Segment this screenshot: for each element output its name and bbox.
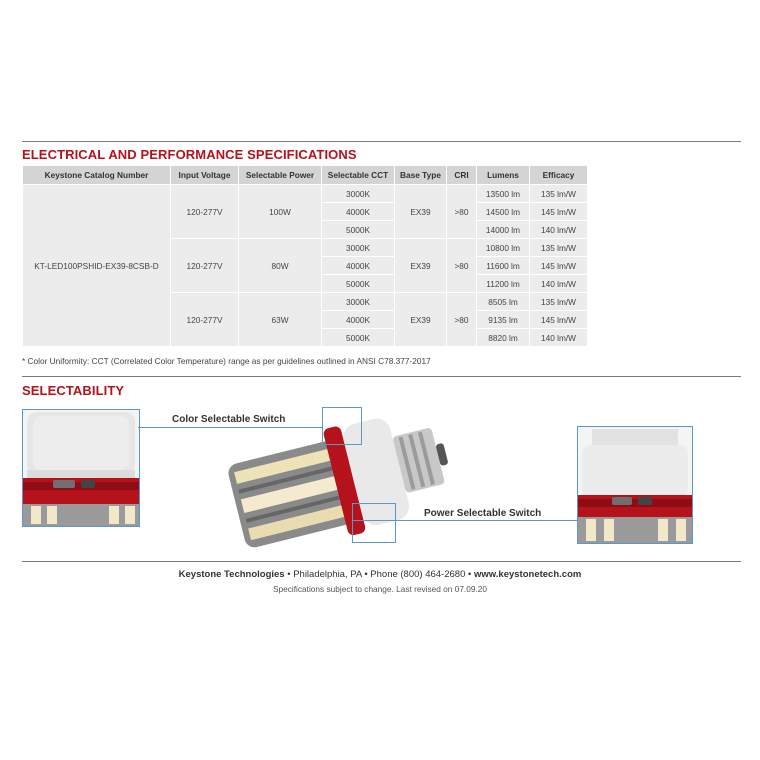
header-base-type: Base Type — [395, 166, 447, 185]
selectability-heading: SELECTABILITY — [22, 383, 125, 398]
lumens-cell: 8505 lm — [477, 293, 530, 311]
cct-cell: 3000K — [322, 185, 395, 203]
cct-cell: 5000K — [322, 275, 395, 293]
cri-cell: >80 — [447, 185, 477, 239]
voltage-cell: 120-277V — [171, 293, 239, 347]
section-divider — [22, 376, 741, 377]
efficacy-cell: 135 lm/W — [530, 239, 588, 257]
voltage-cell: 120-277V — [171, 185, 239, 239]
lumens-cell: 13500 lm — [477, 185, 530, 203]
header-input-voltage: Input Voltage — [171, 166, 239, 185]
cct-cell: 4000K — [322, 311, 395, 329]
lumens-cell: 14000 lm — [477, 221, 530, 239]
catalog-number-cell: KT-LED100PSHID-EX39-8CSB-D — [23, 185, 171, 347]
footer-contact-line — [0, 569, 760, 580]
website-link[interactable]: www.keystonetech.com — [473, 569, 582, 580]
power-cell: 63W — [239, 293, 322, 347]
cri-cell: >80 — [447, 239, 477, 293]
lumens-cell: 14500 lm — [477, 203, 530, 221]
efficacy-cell: 135 lm/W — [530, 185, 588, 203]
header-cri: CRI — [447, 166, 477, 185]
power-switch-label: Power Selectable Switch — [424, 508, 542, 519]
cct-cell: 5000K — [322, 221, 395, 239]
lumens-cell: 9135 lm — [477, 311, 530, 329]
electrical-heading: ELECTRICAL AND PERFORMANCE SPECIFICATIONS — [22, 147, 357, 162]
efficacy-cell: 140 lm/W — [530, 329, 588, 347]
header-lumens: Lumens — [477, 166, 530, 185]
power-switch-detail-image — [578, 427, 692, 543]
cct-cell: 3000K — [322, 293, 395, 311]
revision-note: Specifications subject to change. Last revised on 07.09.20 — [272, 584, 487, 594]
power-cell: 80W — [239, 239, 322, 293]
base-cell: EX39 — [395, 185, 447, 239]
power-switch-highlight — [352, 503, 396, 543]
efficacy-cell: 135 lm/W — [530, 293, 588, 311]
footer-divider — [22, 561, 741, 562]
color-switch-label: Color Selectable Switch — [172, 414, 286, 425]
contact-info: • Philadelphia, PA • Phone (800) 464-2680 • — [284, 569, 474, 580]
header-efficacy: Efficacy — [530, 166, 588, 185]
efficacy-cell: 145 lm/W — [530, 311, 588, 329]
base-cell: EX39 — [395, 239, 447, 293]
lumens-cell: 11600 lm — [477, 257, 530, 275]
spec-table — [22, 165, 588, 347]
lumens-cell: 10800 lm — [477, 239, 530, 257]
lumens-cell: 11200 lm — [477, 275, 530, 293]
table-row — [23, 185, 588, 203]
header-selectable-cct: Selectable CCT — [322, 166, 395, 185]
header-selectable-power: Selectable Power — [239, 166, 322, 185]
efficacy-cell: 145 lm/W — [530, 257, 588, 275]
efficacy-cell: 140 lm/W — [530, 275, 588, 293]
voltage-cell: 120-277V — [171, 239, 239, 293]
color-switch-detail-image — [23, 410, 139, 526]
top-divider — [22, 141, 741, 142]
base-cell: EX39 — [395, 293, 447, 347]
cri-cell: >80 — [447, 293, 477, 347]
cct-cell: 4000K — [322, 203, 395, 221]
color-switch-detail-photo — [22, 409, 140, 527]
power-switch-detail-photo — [577, 426, 693, 544]
header-catalog-number: Keystone Catalog Number — [23, 166, 171, 185]
company-name: Keystone Technologies — [178, 569, 285, 580]
cct-cell: 3000K — [322, 239, 395, 257]
efficacy-cell: 140 lm/W — [530, 221, 588, 239]
color-switch-highlight — [322, 407, 362, 445]
lumens-cell: 8820 lm — [477, 329, 530, 347]
color-uniformity-footnote: * Color Uniformity: CCT (Correlated Color Temperature) range as per guidelines outlined in ANSI C78.377-2017 — [22, 356, 431, 366]
cct-cell: 4000K — [322, 257, 395, 275]
color-switch-callout-line — [138, 427, 322, 428]
power-cell: 100W — [239, 185, 322, 239]
efficacy-cell: 145 lm/W — [530, 203, 588, 221]
table-header-row — [23, 166, 588, 185]
cct-cell: 5000K — [322, 329, 395, 347]
